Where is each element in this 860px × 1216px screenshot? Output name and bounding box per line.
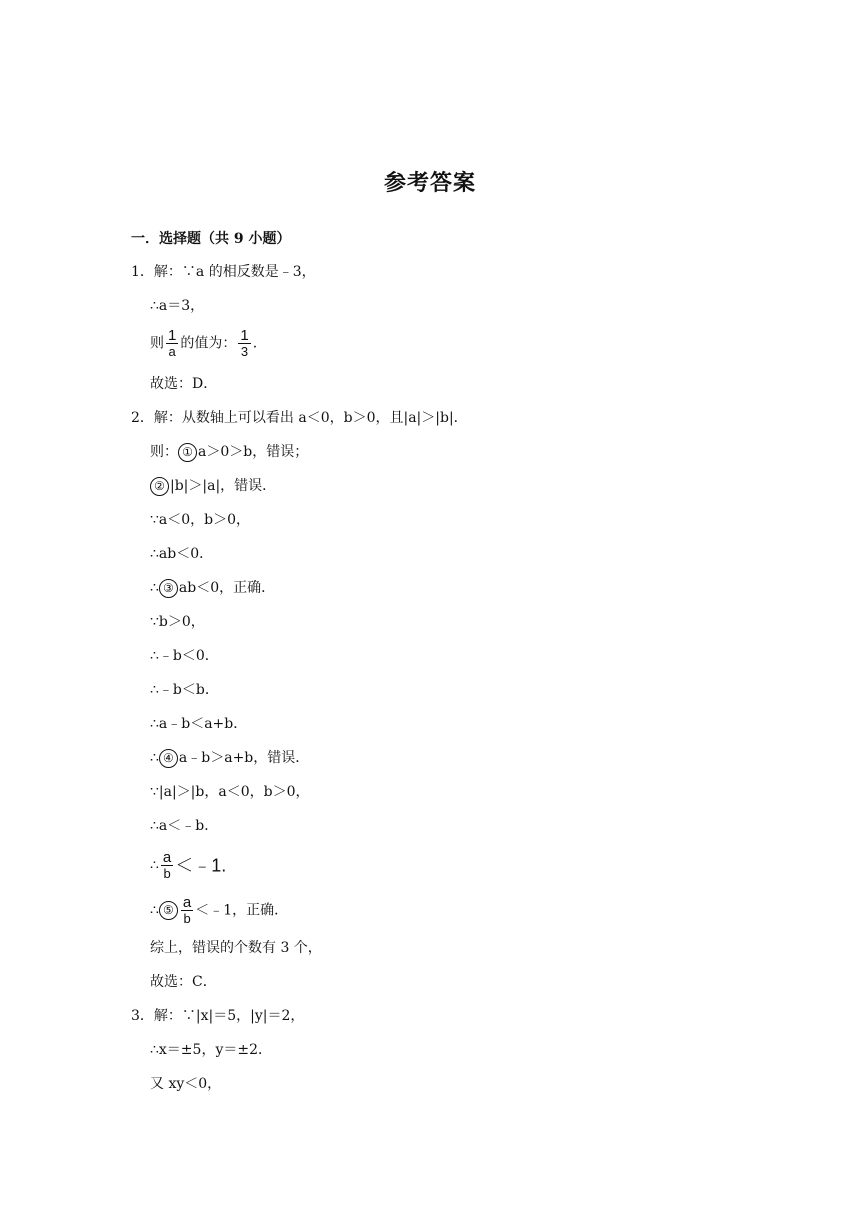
section-heading: 一．选择题（共 9 小题）: [131, 231, 291, 247]
answer-2-line: [150, 476, 276, 496]
answer-text: ＜﹣1，正确．: [195, 902, 289, 919]
answer-2-line: [150, 578, 275, 598]
answer-1-line: 故选：D．: [150, 376, 218, 392]
answer-2-line: 故选：C．: [150, 974, 217, 990]
fraction-numerator: a: [182, 894, 192, 911]
answer-2-line: ∴a﹣b＜a+b．: [150, 716, 248, 732]
answer-2-line: ∵a＜0，b＞0，: [150, 512, 251, 528]
answer-text: ＜﹣1.: [175, 855, 227, 876]
circled-number-5: ⑤: [159, 901, 178, 920]
answer-3-line: 3．解：∵|x|＝5，|y|＝2，: [131, 1008, 305, 1024]
fraction-numerator: 1: [168, 327, 177, 344]
page-title: 参考答案: [383, 170, 476, 196]
answer-text: a＞0＞b，错误；: [198, 444, 309, 460]
answer-2-line: ∵b＞0，: [150, 614, 205, 630]
answer-1-line: [150, 328, 257, 359]
answer-text: 则: [150, 335, 164, 352]
circled-number-1: ①: [178, 443, 197, 462]
fraction-denominator: b: [163, 866, 171, 881]
answer-2-line: ∴a＜﹣b．: [150, 818, 219, 834]
answer-2-line: [150, 748, 309, 768]
answer-1-line: ∴a＝3，: [150, 298, 205, 314]
fraction-1-over-a: [166, 328, 178, 359]
fraction-a-over-b: [161, 850, 173, 881]
answer-2-line: 综上，错误的个数有 3 个，: [150, 940, 322, 956]
answer-2-line: [150, 850, 226, 881]
answer-2-line: ∴ab＜0．: [150, 546, 214, 562]
fraction-numerator: 1: [240, 327, 249, 344]
answer-2-line: [150, 442, 308, 462]
fraction-numerator: a: [162, 849, 172, 866]
answer-2-line: 2．解：从数轴上可以看出 a＜0，b＞0，且|a|＞|b|．: [131, 410, 468, 426]
fraction-a-over-b: [181, 895, 193, 926]
answer-2-line: ∵|a|＞|b，a＜0，b＞0，: [150, 784, 310, 800]
answer-text: ∴: [150, 857, 159, 874]
circled-number-3: ③: [159, 579, 178, 598]
answer-3-line: 又 xy＜0，: [150, 1076, 222, 1092]
circled-number-2: ②: [150, 477, 169, 496]
answer-text: ∴: [150, 580, 159, 596]
answer-text: ab＜0，正确．: [178, 580, 276, 596]
answer-2-line: [150, 895, 288, 926]
answer-text: ∴: [150, 902, 159, 919]
answer-2-line: ∴﹣b＜0．: [150, 648, 219, 664]
fraction-denominator: b: [183, 911, 191, 926]
fraction-denominator: a: [168, 344, 176, 359]
answer-text: 的值为：: [180, 335, 237, 352]
answer-2-line: ∴﹣b＜b．: [150, 682, 219, 698]
fraction-denominator: 3: [240, 344, 249, 359]
circled-number-4: ④: [159, 749, 178, 768]
answer-text: a﹣b＞a+b，错误．: [178, 750, 310, 766]
answer-text: 则：: [150, 444, 178, 460]
fraction-1-over-3: [238, 328, 250, 359]
answer-text: ∴: [150, 750, 159, 766]
answer-text: .: [252, 335, 258, 352]
answer-3-line: ∴x＝±5，y＝±2．: [150, 1042, 272, 1058]
answer-text: |b|＞|a|，错误．: [170, 478, 277, 494]
answer-1-line: 1．解：∵a 的相反数是﹣3，: [131, 264, 316, 280]
